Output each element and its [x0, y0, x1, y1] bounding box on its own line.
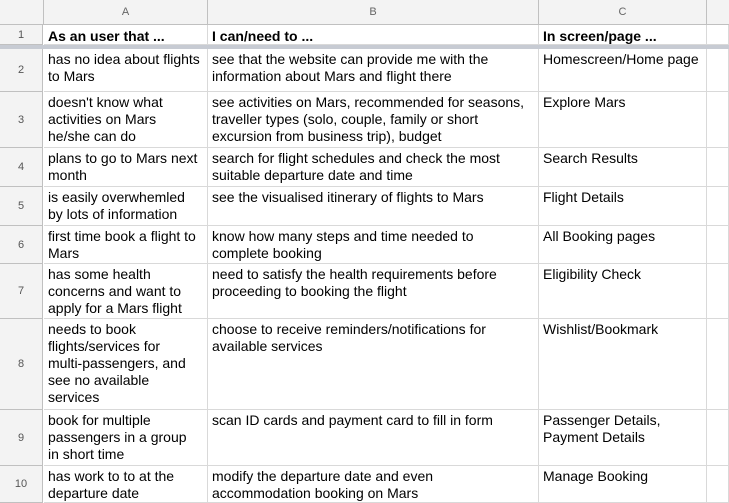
cell-a6[interactable]: first time book a flight to Mars [44, 226, 208, 264]
cell-c8[interactable]: Wishlist/Bookmark [539, 319, 707, 410]
cell-c6[interactable]: All Booking pages [539, 226, 707, 264]
cell-b10[interactable]: modify the departure date and even accommodation booking on Mars [208, 466, 539, 503]
cell-a4[interactable]: plans to go to Mars next month [44, 148, 208, 187]
cell-b8[interactable]: choose to receive reminders/notifications for available services [208, 319, 539, 410]
row-header[interactable]: 10 [0, 466, 43, 503]
cell-a2[interactable]: has no idea about flights to Mars [44, 49, 208, 92]
cell-b4[interactable]: search for flight schedules and check the most suitable departure date and time [208, 148, 539, 187]
row-header[interactable]: 3 [0, 92, 43, 148]
cell-b3[interactable]: see activities on Mars, recommended for seasons, traveller types (solo, couple, family or short excursion from business trip), budget [208, 92, 539, 148]
row-header[interactable]: 5 [0, 187, 43, 226]
column-header-c[interactable]: C [539, 0, 707, 24]
cell-d9[interactable] [707, 410, 729, 466]
cell-a10[interactable]: has work to to at the departure date [44, 466, 208, 503]
cell-b6[interactable]: know how many steps and time needed to complete booking [208, 226, 539, 264]
cell-d2[interactable] [707, 49, 729, 92]
cell-b7[interactable]: need to satisfy the health requirements before proceeding to booking the flight [208, 264, 539, 319]
row-header[interactable]: 6 [0, 226, 43, 264]
cell-d7[interactable] [707, 264, 729, 319]
row-header[interactable]: 9 [0, 410, 43, 466]
row-header[interactable]: 4 [0, 148, 43, 187]
cell-a3[interactable]: doesn't know what activities on Mars he/she can do [44, 92, 208, 148]
cell-d5[interactable] [707, 187, 729, 226]
row-header[interactable]: 8 [0, 319, 43, 410]
select-all-corner[interactable] [0, 0, 44, 24]
cell-d4[interactable] [707, 148, 729, 187]
column-header-a[interactable]: A [44, 0, 208, 24]
row-header[interactable]: 7 [0, 264, 43, 319]
column-header-bar [0, 0, 729, 25]
cell-c2[interactable]: Homescreen/Home page [539, 49, 707, 92]
cell-d10[interactable] [707, 466, 729, 503]
column-header-d[interactable] [707, 0, 729, 24]
cell-d8[interactable] [707, 319, 729, 410]
cell-a7[interactable]: has some health concerns and want to apply for a Mars flight [44, 264, 208, 319]
cell-b2[interactable]: see that the website can provide me with the information about Mars and flight there [208, 49, 539, 92]
cell-d1[interactable] [707, 25, 729, 45]
cell-a9[interactable]: book for multiple passengers in a group in short time [44, 410, 208, 466]
cell-b5[interactable]: see the visualised itinerary of flights to Mars [208, 187, 539, 226]
cell-a8[interactable]: needs to book flights/services for multi-passengers, and see no available services [44, 319, 208, 410]
cell-c10[interactable]: Manage Booking [539, 466, 707, 503]
cell-a1[interactable]: As an user that ... [44, 25, 208, 45]
frozen-row-divider[interactable] [0, 45, 729, 49]
column-header-b[interactable]: B [208, 0, 539, 24]
cell-c3[interactable]: Explore Mars [539, 92, 707, 148]
cell-c5[interactable]: Flight Details [539, 187, 707, 226]
row-header[interactable]: 1 [0, 25, 43, 45]
row-header[interactable]: 2 [0, 49, 43, 92]
cell-c9[interactable]: Passenger Details, Payment Details [539, 410, 707, 466]
cell-c1[interactable]: In screen/page ... [539, 25, 707, 45]
cell-a5[interactable]: is easily overwhemled by lots of information [44, 187, 208, 226]
cell-c7[interactable]: Eligibility Check [539, 264, 707, 319]
cell-d3[interactable] [707, 92, 729, 148]
cell-b9[interactable]: scan ID cards and payment card to fill in form [208, 410, 539, 466]
cell-c4[interactable]: Search Results [539, 148, 707, 187]
cell-b1[interactable]: I can/need to ... [208, 25, 539, 45]
cell-d6[interactable] [707, 226, 729, 264]
